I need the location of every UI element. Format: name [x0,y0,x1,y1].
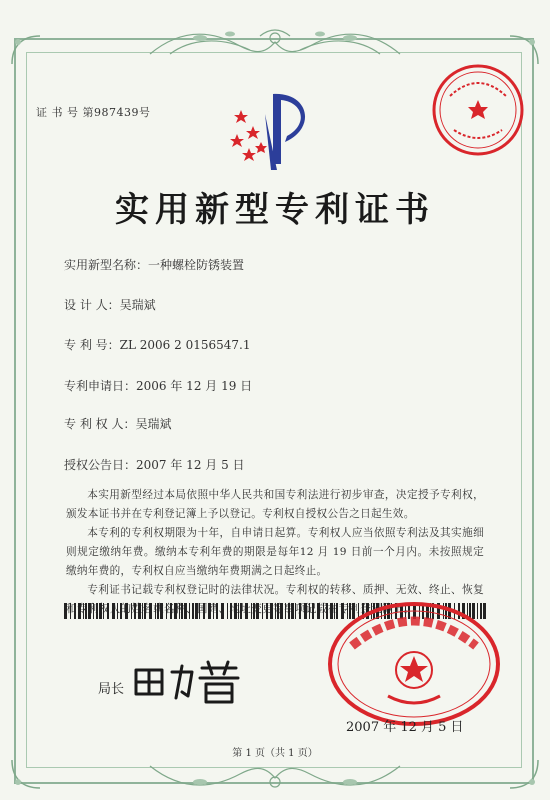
field-label: 专 利 权 人： [64,417,136,431]
patent-number-field [64,336,250,353]
field-value: ZL 2006 2 0156547.1 [119,338,251,352]
field-value: 2007 年 12 月 5 日 [136,458,245,472]
body-paragraph: 本专利的专利权期限为十年，自申请日起算。专利权人应当依照专利法及其实施细则规定缴纳年费。缴纳本专利年费的期限是每年12 月 19 日前一个月内。未按照规定缴纳年费的，专利权自应当缴纳年费期满之日起终止。 [66,527,484,577]
field-value: 吴瑞斌 [119,298,156,312]
certificate-number: 证 书 号 第987439号 [36,106,151,119]
filing-date-field [64,377,252,394]
field-value: 2006 年 12 月 19 日 [136,379,253,393]
agency-seal-icon [428,60,528,160]
field-label: 专 利 号： [64,338,120,352]
director-signature-icon [128,652,248,712]
body-paragraph: 本实用新型经过本局依照中华人民共和国专利法进行初步审查，决定授予专利权，颁发本证书并在专利登记簿上予以登记。专利权自授权公告之日起生效。 [66,489,484,520]
field-value: 吴瑞斌 [135,417,172,431]
corner-ornament-icon [506,756,542,792]
grant-date-field [64,456,245,473]
field-value: 一种螺栓防锈装置 [148,258,245,272]
body-paragraph: 专利证书记载专利权登记时的法律状况。专利权的转移、质押、无效、终止、恢复和专利权人的姓名或名称、国籍、地址变更等事项记载在专利登记簿上。 [66,584,484,615]
issue-date: 2007 年 12 月 5 日 [346,720,464,735]
field-label: 授权公告日： [64,458,137,472]
utility-model-name-field [64,256,244,273]
certificate-title: 实用新型专利证书 [115,190,435,230]
field-label: 专利申请日： [64,379,137,393]
national-ip-office-seal-icon [324,600,504,730]
bottom-ornament-icon [140,758,410,794]
designer-field [64,296,156,313]
field-label: 设 计 人： [64,298,120,312]
page-number: 第 1 页（共 1 页） [232,748,318,759]
field-label: 实用新型名称： [64,258,149,272]
corner-ornament-icon [8,756,44,792]
corner-ornament-icon [8,32,44,68]
patent-office-logo-icon [225,84,325,174]
top-ornament-icon [140,24,410,64]
director-label: 局长 [98,682,125,697]
patentee-field [64,415,171,432]
